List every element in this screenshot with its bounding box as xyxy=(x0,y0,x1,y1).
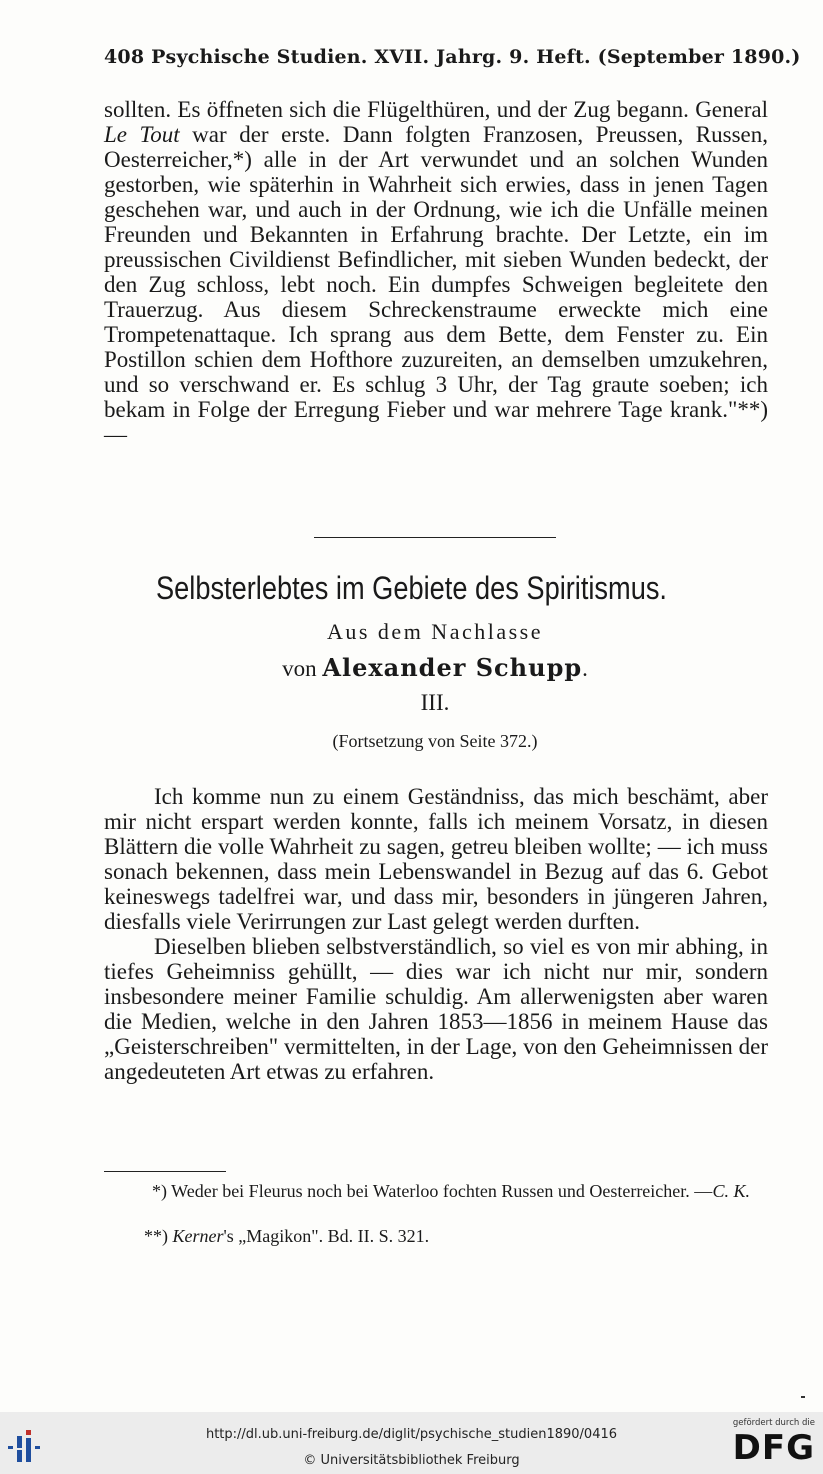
copyright-notice: © Universitätsbibliothek Freiburg xyxy=(303,1453,520,1468)
footnote-text: *) Weder bei Fleurus noch bei Waterloo fochten Russen und Oesterreicher. — xyxy=(152,1181,713,1201)
dfg-wordmark: DFG xyxy=(732,1428,815,1468)
byline-prefix: von xyxy=(282,656,323,681)
footnote-2 xyxy=(104,1226,768,1247)
permalink-url[interactable]: http://dl.ub.uni-freiburg.de/diglit/psychische_studien1890/0416 xyxy=(205,1427,618,1442)
body-paragraph: Ich komme nun zu einem Geständniss, das mich beschämt, aber mir nicht erspart werden konnte, falls ich meinem Vorsatz, in diesen Blättern die volle Wahrheit zu sagen, getreu bleiben wollte; — ich muss sonach bekennen, dass mein Lebenswandel in Bezug auf das 6. Gebot keineswegs tadelfrei war, und dass mir, besonders in jüngeren Jahren, diesfalls viele Verirrungen zur Last gelegt werden durften. xyxy=(104,784,768,934)
article-title: Selbsterlebtes im Gebiete des Spiritismus. xyxy=(156,570,667,606)
continuation-note: (Fortsetzung von Seite 372.) xyxy=(332,731,538,751)
footnote-signature: C. K. xyxy=(712,1181,750,1201)
footnote-rule xyxy=(104,1171,226,1172)
paragraph-text: war der erste. Dann folgten Franzosen, Preussen, Russen, Oesterreicher,*) alle in der Art verwundet und an solchen Wunden gestorben, wie späterhin in Wahrheit sich erwies, dass in jenen Tagen geschehen war, und auch in der Ordnung, wie ich die Unfälle meinen Freunden und Bekannten in Erfahrung brachte. Der Letzte, ein im preussischen Civildienst Befindlicher, mit sieben Wunden bedeckt, der den Zug schloss, lebt noch. Ein dumpfes Schweigen begleitete den Trauerzug. Aus diesem Schreckenstraume erweckte mich eine Trompetenattaque. Ich sprang aus dem Bette, dem Fenster zu. Ein Postillon schien dem Hofthore zuzureiten, an demselben umzukehren, und so verschwand er. Es schlug 3 Uhr, der Tag graute soeben; ich bekam in Folge der Erregung Fieber und war mehrere Tage krank."**) — xyxy=(104,122,768,447)
article-part-number: III. xyxy=(420,690,450,715)
continued-paragraph xyxy=(104,97,768,447)
section-separator xyxy=(314,537,556,538)
footnote-italic: Kerner xyxy=(172,1226,224,1246)
byline-end: . xyxy=(582,656,588,681)
article-byline xyxy=(0,653,823,682)
footer-bar xyxy=(0,1412,823,1474)
body-paragraph: Dieselben blieben selbstverständlich, so viel es von mir abhing, in tiefes Geheimniss gehüllt, — dies war ich nicht nur mir, sondern insbesondere meiner Familie schuldig. Am allerwenigsten aber waren die Medien, welche in den Jahren 1853—1856 in meinem Hause das „Geisterschreiben" vermittelten, in der Lage, von den Geheimnissen der angedeuteten Art etwas zu erfahren. xyxy=(104,934,768,1084)
author-name: Alexander Schupp xyxy=(322,653,583,682)
article-subtitle: Aus dem Nachlasse xyxy=(326,619,543,644)
article-body xyxy=(104,784,768,1084)
dfg-logo xyxy=(729,1418,815,1470)
paragraph-text: sollten. Es öffneten sich die Flügelthüren, und der Zug begann. General xyxy=(104,97,768,122)
italic-name: Le Tout xyxy=(104,122,180,147)
dfg-tagline: gefördert durch die xyxy=(732,1418,815,1428)
footnote-text: 's „Magikon". Bd. II. S. 321. xyxy=(223,1226,430,1246)
running-header: 408 Psychische Studien. XVII. Jahrg. 9. Heft. (September 1890.) xyxy=(104,46,801,68)
footnote-marker: **) xyxy=(144,1226,173,1246)
footnote-1 xyxy=(104,1181,768,1202)
page-mark xyxy=(801,1396,805,1398)
